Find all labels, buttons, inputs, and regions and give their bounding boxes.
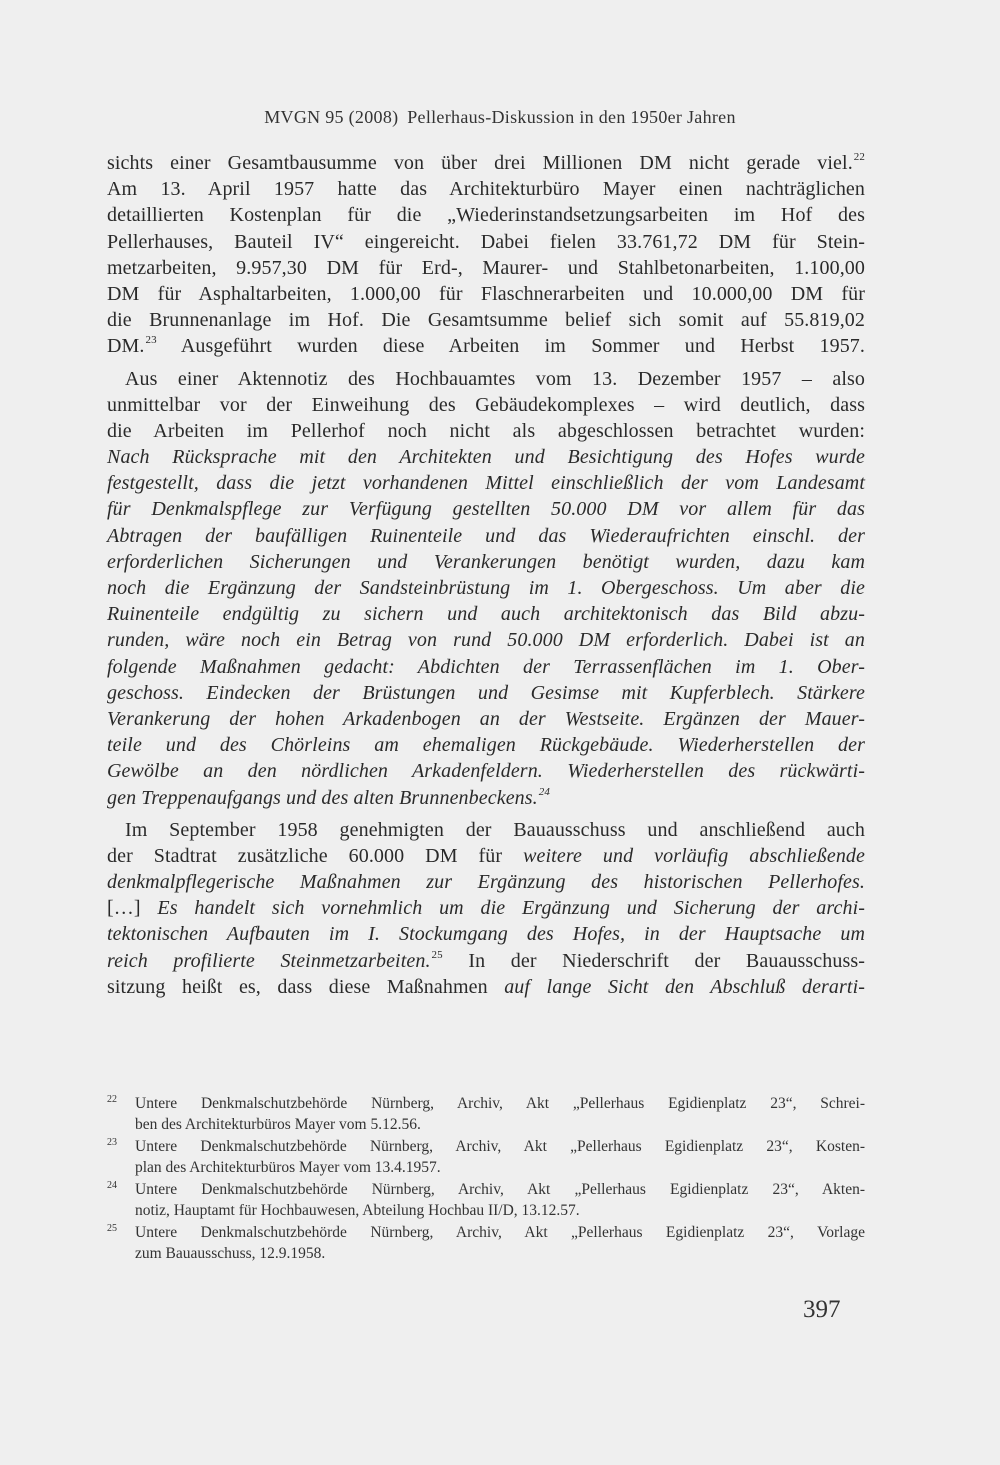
running-header [0,107,1000,128]
text-line: sitzung heißt es, dass diese Maßnahmen auf lange Sicht den Abschluß derarti- [107,975,865,998]
quote-line: erforderlichen Sicherungen und Verankerungen benötigt wurden, dazu kam [107,550,865,573]
text-line: metzarbeiten, 9.957,30 DM für Erd-, Maurer- und Stahlbetonarbeiten, 1.100,00 [107,256,865,279]
footnote-number: 25 [107,1223,117,1234]
text-line: detaillierten Kostenplan für die „Wiederinstandsetzungsarbeiten im Hof des [107,204,865,227]
footnote-ref-23[interactable]: 23 [145,334,157,347]
text-line: Pellerhauses, Bauteil IV“ eingereicht. Dabei fielen 33.761,72 DM für Stein- [107,230,865,253]
text-line: […] Es handelt sich vornehmlich um die Ergänzung und Sicherung der archi- [107,897,865,920]
quote-line: tektonischen Aufbauten im I. Stockumgang des Hofes, in der Hauptsache um [107,923,865,946]
footnote-text: plan des Architekturbüros Mayer vom 13.4.1957. [135,1159,441,1176]
footnote-24 [107,1179,865,1221]
footnote-number: 22 [107,1094,117,1105]
text-line: reich profilierte Steinmetzarbeiten.$^{25}$ In der Niederschrift der Bauausschuss- [107,948,865,972]
quote-line: Ruinenteile endgültig zu sichern und auch architektonisch das Bild abzu- [107,603,865,626]
text-line: sichts einer Gesamtbausumme von über drei Millionen DM nicht gerade viel.$^{22}$ [107,151,865,174]
footnote-text: ben des Architekturbüros Mayer vom 5.12.56. [135,1116,421,1133]
text-line: DM.$^{23}$ Ausgeführt wurden diese Arbeiten im Sommer und Herbst 1957. [107,334,866,358]
quote-line: noch die Ergänzung der Sandsteinbrüstung im 1. Obergeschoss. Um aber die [107,577,865,599]
text-line: die Brunnenanlage im Hof. Die Gesamtsumme belief sich somit auf 55.819,02 [107,309,865,332]
quote-line: Nach Rücksprache mit den Architekten und Besichtigung des Hofes wurde [107,446,865,469]
quote-line: festgestellt, dass die jetzt vorhandenen Mittel einschließlich der vom Landesamt [107,472,865,495]
quote-line: folgende Maßnahmen gedacht: Abdichten der Terrassenflächen im 1. Ober- [107,655,865,678]
quote-line: Gewölbe an den nördlichen Arkadenfeldern. Wiederherstellen des rückwärti- [107,760,865,783]
paragraph-1 [107,150,865,360]
quote-line: Verankerung der hohen Arkadenbogen an der Westseite. Ergänzen der Mauer- [107,707,865,730]
text-line: Am 13. April 1957 hatte das Architekturbüro Mayer einen nachträglichen [107,178,865,201]
text-line: der Stadtrat zusätzliche 60.000 DM für weitere und vorläufig abschließende [107,844,866,867]
main-text [107,150,865,1000]
footnote-text: Untere Denkmalschutzbehörde Nürnberg, Archiv, Akt „Pellerhaus Egidienplatz 23“, Vorlage [135,1224,865,1241]
quote-line: geschoss. Eindecken der Brüstungen und Gesimse mit Kupferblech. Stärkere [107,681,865,704]
paragraph-2 [107,366,865,811]
text-line: unmittelbar vor der Einweihung des Gebäudekomplexes – wird deutlich, dass [107,393,865,416]
running-title: Pellerhaus-Diskussion in den 1950er Jahren [407,107,736,127]
footnote-number: 23 [107,1137,117,1148]
text-line: Aus einer Aktennotiz des Hochbauamtes vom 13. Dezember 1957 – also [125,367,865,390]
footnote-25 [107,1222,865,1264]
footnote-23 [107,1136,865,1178]
quote-line: denkmalpflegerische Maßnahmen zur Ergänzung des historischen Pellerhofes. [107,871,865,894]
page-number: 397 [803,1296,841,1323]
footnote-text: Untere Denkmalschutzbehörde Nürnberg, Archiv, Akt „Pellerhaus Egidienplatz 23“, Schrei- [135,1095,865,1112]
paragraph-3 [107,817,865,1000]
text-line: Im September 1958 genehmigten der Bauausschuss und anschließend auch [125,818,865,841]
footnote-text: Untere Denkmalschutzbehörde Nürnberg, Archiv, Akt „Pellerhaus Egidienplatz 23“, Akten- [135,1181,865,1198]
text-line: DM für Asphaltarbeiten, 1.000,00 für Flaschnerarbeiten und 10.000,00 DM für [107,282,865,305]
journal-reference: MVGN 95 (2008) [264,107,399,127]
quote-line: teile und des Chörleins am ehemaligen Rückgebäude. Wiederherstellen der [107,734,865,757]
footnote-ref-22[interactable]: 22 [853,151,865,163]
quote-line: gen Treppenaufgangs und des alten Brunnenbeckens.$^{24}$ [107,785,550,809]
text-line: die Arbeiten im Pellerhof noch nicht als abgeschlossen betrachtet wurden: [107,419,865,442]
quote-line: für Denkmalspflege zur Verfügung gestellten 50.000 DM vor allem für das [107,498,865,521]
footnote-ref-24[interactable]: 24 [538,785,550,798]
footnote-number: 24 [107,1180,117,1191]
quote-line: runden, wäre noch ein Betrag von rund 50.000 DM erforderlich. Dabei ist an [107,629,865,652]
footnotes [107,1093,865,1265]
footnote-text: notiz, Hauptamt für Hochbauwesen, Abteilung Hochbau II/D, 13.12.57. [135,1202,580,1219]
footnote-ref-25[interactable]: 25 [431,948,443,961]
footnote-text: Untere Denkmalschutzbehörde Nürnberg, Archiv, Akt „Pellerhaus Egidienplatz 23“, Kosten- [135,1138,865,1155]
footnote-text: zum Bauausschuss, 12.9.1958. [135,1245,326,1262]
quote-line: Abtragen der baufälligen Ruinenteile und das Wiederaufrichten einschl. der [107,524,865,547]
footnote-22 [107,1093,865,1135]
